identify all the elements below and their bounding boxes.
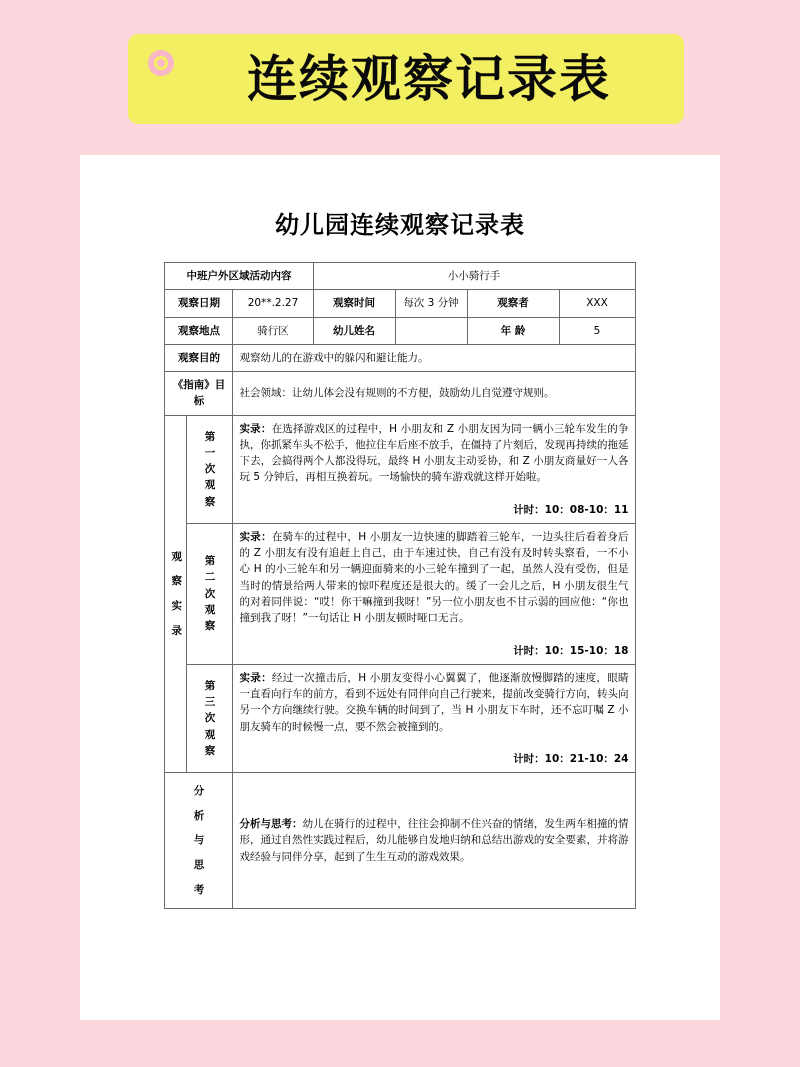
place-label: 观察地点 xyxy=(165,317,233,344)
record-2-timing: 计时：10：15-10：18 xyxy=(513,644,629,657)
record-3-timing: 计时：10：21-10：24 xyxy=(513,752,629,765)
record-3-index: 第 三 次 观 察 xyxy=(187,664,233,772)
record-group-char: 观 xyxy=(171,550,182,563)
analysis-text xyxy=(239,816,628,865)
date-value: 20**.2.27 xyxy=(233,290,313,317)
record-3-lead: 实录： xyxy=(239,671,272,684)
child-name-value xyxy=(395,317,467,344)
record-3-content: 经过一次撞击后，H 小朋友变得小心翼翼了，他逐渐放慢脚踏的速度，眼睛一直看向行车的前方，看到不远处有同伴向自己行驶来，提前改变骑行方向，转头向另一个方向继续行驶。交换车辆的时间到了，当 H 小朋友下车时，还不忘叮嘱 Z 小朋友骑车的时候慢一点，要不然会被撞到的。 xyxy=(239,671,629,733)
record-2-text xyxy=(239,529,628,627)
page-title: 幼儿园连续观察记录表 xyxy=(275,211,525,239)
record-1-body xyxy=(233,415,635,523)
table-row-guide xyxy=(165,372,635,416)
record-1-lead: 实录： xyxy=(239,422,272,435)
analysis-group-label: 分 析 与 思 考 xyxy=(165,773,233,909)
activity-label: 中班户外区域活动内容 xyxy=(165,263,313,290)
observation-record-table xyxy=(164,262,635,909)
analysis-lead: 分析与思考： xyxy=(239,818,303,831)
guide-label: 《指南》目标 xyxy=(165,372,233,416)
record-2-body xyxy=(233,523,635,664)
age-value: 5 xyxy=(559,317,635,344)
record-2-lead: 实录： xyxy=(239,530,272,543)
observer-label: 观察者 xyxy=(467,290,559,317)
table-row-record-2 xyxy=(165,523,635,664)
analysis-content: 幼儿在骑行的过程中，往往会抑制不住兴奋的情绪，发生两车相撞的情形，通过自然性实践过程后，幼儿能够自发地归纳和总结出游戏的安全要素，并将游戏经验与同伴分享，起到了生生互动的游戏效果。 xyxy=(239,818,629,863)
table-row-place xyxy=(165,317,635,344)
record-group-char: 实 xyxy=(171,599,182,612)
table-row-purpose xyxy=(165,344,635,371)
child-name-label: 幼儿姓名 xyxy=(313,317,395,344)
observer-value: XXX xyxy=(559,290,635,317)
purpose-value: 观察幼儿的在游戏中的躲闪和避让能力。 xyxy=(233,344,635,371)
table-row-activity xyxy=(165,263,635,290)
record-1-text xyxy=(239,421,628,486)
record-3-body xyxy=(233,664,635,772)
table-row-record-1 xyxy=(165,415,635,523)
guide-value: 社会领域：让幼儿体会没有规则的不方便，鼓励幼儿自觉遵守规则。 xyxy=(233,372,635,416)
time-value: 每次 3 分钟 xyxy=(395,290,467,317)
record-1-content: 在选择游戏区的过程中，H 小朋友和 Z 小朋友因为同一辆小三轮车发生的争执，你抓紧车头不松手，他拉住车后座不放手，在僵持了片刻后，发现再持续的拖延下去，会搞得两个人都没得玩，最终 H 小朋友主动妥协，和 Z 小朋友商量好一人各玩 5 分钟后，再相互换着玩。一场愉快的骑车游戏就这样开始啦。 xyxy=(239,422,629,484)
purpose-label: 观察目的 xyxy=(165,344,233,371)
banner-title: 连续观察记录表 xyxy=(247,50,611,108)
record-1-timing: 计时：10：08-10：11 xyxy=(513,503,629,516)
activity-value: 小小骑行手 xyxy=(313,263,635,290)
date-label: 观察日期 xyxy=(165,290,233,317)
analysis-body xyxy=(233,773,635,909)
table-row-analysis xyxy=(165,773,635,909)
age-label: 年 龄 xyxy=(467,317,559,344)
header-banner xyxy=(128,34,684,124)
record-2-index: 第 二 次 观 察 xyxy=(187,523,233,664)
record-group-label xyxy=(165,415,187,773)
time-label: 观察时间 xyxy=(313,290,395,317)
record-2-content: 在骑车的过程中，H 小朋友一边快速的脚踏着三轮车，一边头往后看着身后的 Z 小朋友有没有追赶上自己，由于车速过快，自己有没有及时转头察看，一不小心 H 的小三轮车和另一辆迎面骑来的小三轮车撞到了一起，虽然人没有受伤，但是当时的情景给两人带来的惊吓程度还是很大的。缓了一会儿之后，H 小朋友很生气的对着同伴说：“哎！你干嘛撞到我呀！”另一位小朋友也不甘示弱的回应他：“你也撞到我了呀！”一句话让 H 小朋友顿时哑口无言。 xyxy=(239,530,629,625)
record-1-index: 第 一 次 观 察 xyxy=(187,415,233,523)
record-group-char: 察 xyxy=(171,575,182,588)
table-row-date xyxy=(165,290,635,317)
record-group-char: 录 xyxy=(171,624,182,637)
record-3-text xyxy=(239,670,628,735)
ring-dot-icon xyxy=(148,50,174,76)
place-value: 骑行区 xyxy=(233,317,313,344)
banner-body xyxy=(128,34,684,124)
document-page xyxy=(80,155,720,1020)
table-row-record-3 xyxy=(165,664,635,772)
